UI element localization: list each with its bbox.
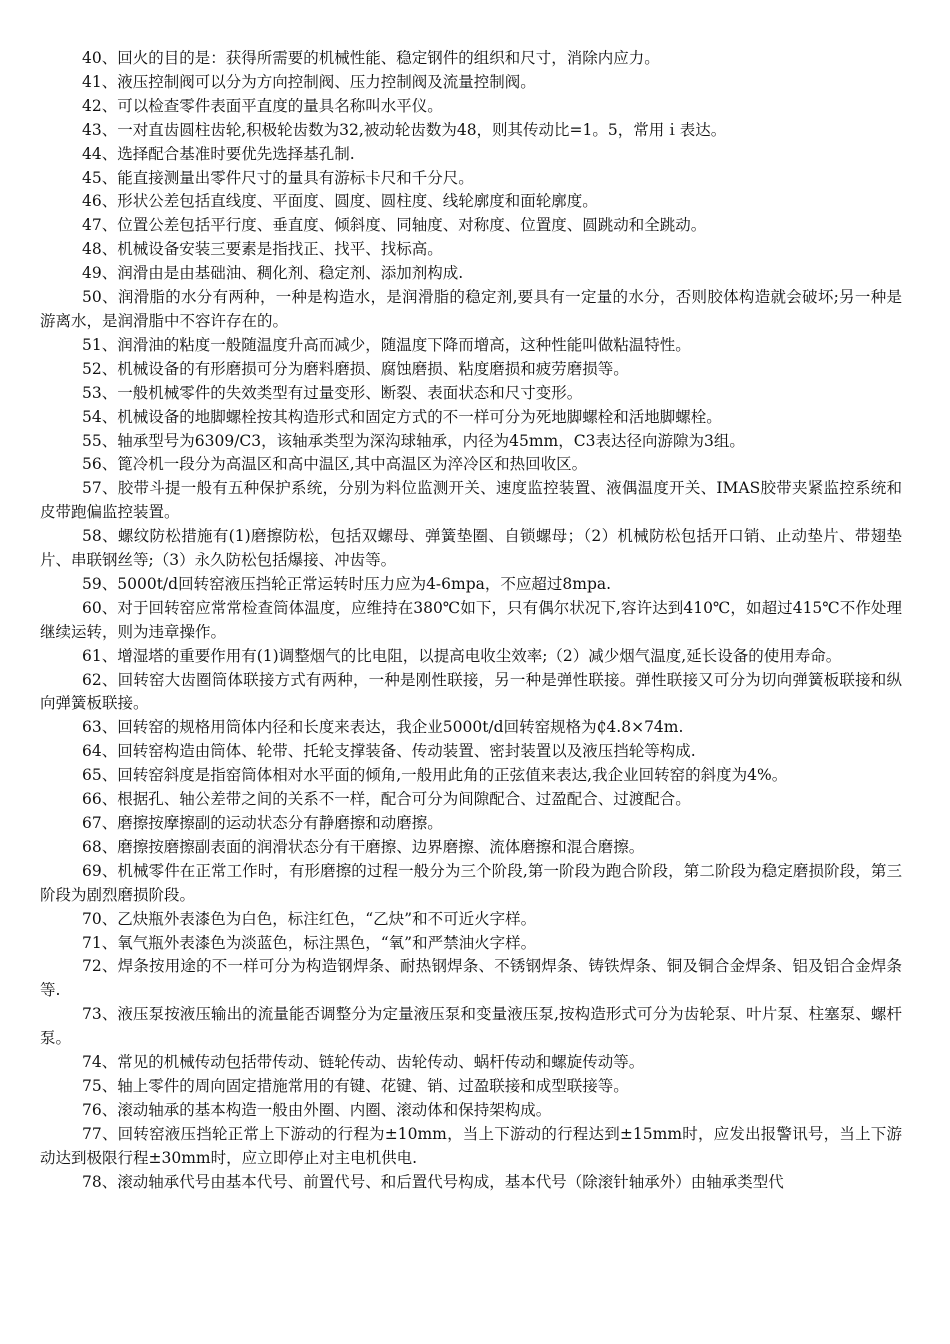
item-text: 一般机械零件的失效类型有过量变形、断裂、表面状态和尺寸变形。: [117, 383, 583, 402]
item-text: 对于回转窑应常常检查筒体温度，应维持在380℃如下，只有偶尔状况下,容许达到410℃，如超过415℃不作处理继续运转，则为违章操作。: [40, 598, 902, 641]
item-text: 一对直齿圆柱齿轮,积极轮齿数为32,被动轮齿数为48，则其传动比=1。5，常用ｉ表达。: [117, 120, 727, 139]
list-item: 60、对于回转窑应常常检查筒体温度，应维持在380℃如下，只有偶尔状况下,容许达到410℃，如超过415℃不作处理继续运转，则为违章操作。: [40, 598, 902, 641]
item-number: 50: [82, 288, 102, 307]
list-item: 64、回转窑构造由筒体、轮带、托轮支撑装备、传动装置、密封装置以及液压挡轮等构成.: [82, 742, 696, 761]
list-item: 61、增湿塔的重要作用有(1)调整烟气的比电阻，以提高电收尘效率;（2）减少烟气温度,延长设备的使用寿命。: [82, 646, 842, 665]
item-number: 77: [82, 1124, 102, 1143]
item-text: 回转窑的规格用筒体内径和长度来表达，我企业5000t/d回转窑规格为₵4.8×74m.: [117, 718, 684, 737]
list-item: 72、焊条按用途的不一样可分为构造钢焊条、耐热钢焊条、不锈钢焊条、铸铁焊条、铜及铜合金焊条、铝及铝合金焊条等.: [40, 957, 902, 1000]
list-item: 46、形状公差包括直线度、平面度、圆度、圆柱度、线轮廓度和面轮廓度。: [82, 192, 598, 211]
item-text: 液压控制阀可以分为方向控制阀、压力控制阀及流量控制阀。: [117, 72, 536, 91]
list-item: 52、机械设备的有形磨损可分为磨料磨损、腐蚀磨损、粘度磨损和疲劳磨损等。: [82, 359, 629, 378]
item-number: 61: [82, 646, 102, 665]
document-page: [40, 47, 902, 1195]
item-number: 53: [82, 383, 102, 402]
list-item: 56、篦冷机一段分为高温区和高中温区,其中高温区为淬冷区和热回收区。: [82, 455, 588, 474]
item-text: 机械设备的地脚螺栓按其构造形式和固定方式的不一样可分为死地脚螺栓和活地脚螺栓。: [117, 407, 722, 426]
item-text: 机械设备安装三要素是指找正、找平、找标高。: [117, 240, 443, 259]
list-item: 44、选择配合基准时要优先选择基孔制.: [82, 144, 355, 163]
list-item: 55、轴承型号为6309/C3，该轴承类型为深沟球轴承，内径为45mm，C3表达径向游隙为3组。: [82, 431, 745, 450]
item-number: 64: [82, 742, 102, 761]
list-item: 50、润滑脂的水分有两种，一种是构造水，是润滑脂的稳定剂,要具有一定量的水分，否则胶体构造就会破坏;另一种是游离水，是润滑脂中不容许存在的。: [40, 288, 902, 330]
item-text: 螺纹防松措施有(1)磨擦防松，包括双螺母、弹簧垫圈、自锁螺母；（2）机械防松包括开口销、止动垫片、带翅垫片、串联钢丝等;（3）永久防松包括爆接、冲齿等。: [40, 527, 902, 570]
item-number: 56: [82, 455, 102, 474]
item-number: 58: [82, 527, 102, 546]
item-number: 62: [82, 670, 102, 689]
item-number: 47: [82, 216, 102, 235]
item-number: 75: [82, 1076, 102, 1095]
list-item: 53、一般机械零件的失效类型有过量变形、断裂、表面状态和尺寸变形。: [82, 383, 583, 402]
item-text: 磨擦按摩擦副的运动状态分有静磨擦和动磨擦。: [117, 814, 443, 832]
item-text: 形状公差包括直线度、平面度、圆度、圆柱度、线轮廓度和面轮廓度。: [117, 192, 598, 211]
list-item: 42、可以检查零件表面平直度的量具名称叫水平仪。: [82, 96, 443, 115]
item-number: 60: [82, 598, 102, 617]
item-text: 根据孔、轴公差带之间的关系不一样，配合可分为间隙配合、过盈配合、过渡配合。: [117, 790, 691, 809]
item-number: 78: [82, 1172, 102, 1191]
list-item: 74、常见的机械传动包括带传动、链轮传动、齿轮传动、蜗杆传动和螺旋传动等。: [82, 1053, 645, 1072]
item-text: 轴承型号为6309/C3，该轴承类型为深沟球轴承，内径为45mm，C3表达径向游隙为3组。: [117, 431, 745, 450]
item-number: 42: [82, 96, 102, 115]
item-number: 57: [82, 479, 102, 498]
item-text: 机械设备的有形磨损可分为磨料磨损、腐蚀磨损、粘度磨损和疲劳磨损等。: [117, 359, 629, 378]
item-text: 回转窑大齿圈筒体联接方式有两种，一种是刚性联接，另一种是弹性联接。弹性联接又可分为切向弹簧板联接和纵向弹簧板联接。: [40, 670, 902, 713]
item-number: 72: [82, 957, 102, 976]
item-text: 滚动轴承代号由基本代号、前置代号、和后置代号构成，基本代号（除滚针轴承外）由轴承类型代: [117, 1172, 784, 1191]
item-number: 44: [82, 144, 102, 163]
list-item: 41、液压控制阀可以分为方向控制阀、压力控制阀及流量控制阀。: [82, 72, 536, 91]
item-number: 74: [82, 1053, 102, 1072]
item-number: 68: [82, 837, 102, 856]
list-item: 67、磨擦按摩擦副的运动状态分有静磨擦和动磨擦。: [82, 814, 443, 832]
list-item: 73、液压泵按液压输出的流量能否调整分为定量液压泵和变量液压泵,按构造形式可分为齿轮泵、叶片泵、柱塞泵、螺杆泵。: [40, 1005, 902, 1048]
item-number: 59: [82, 574, 102, 593]
item-text: 轴上零件的周向固定措施常用的有键、花键、销、过盈联接和成型联接等。: [117, 1076, 629, 1095]
item-number: 49: [82, 264, 102, 283]
item-number: 46: [82, 192, 102, 211]
item-number: 41: [82, 72, 102, 91]
item-text: 润滑油的粘度一般随温度升高而减少，随温度下降而增高，这种性能叫做粘温特性。: [117, 335, 691, 354]
item-text: 氧气瓶外表漆色为淡蓝色，标注黑色，“氧”和严禁油火字样。: [117, 933, 537, 952]
list-item: 58、螺纹防松措施有(1)磨擦防松，包括双螺母、弹簧垫圈、自锁螺母；（2）机械防松包括开口销、止动垫片、带翅垫片、串联钢丝等;（3）永久防松包括爆接、冲齿等。: [40, 527, 902, 570]
item-number: 67: [82, 814, 102, 832]
list-item: 71、氧气瓶外表漆色为淡蓝色，标注黑色，“氧”和严禁油火字样。: [82, 933, 537, 952]
item-text: 回转窑斜度是指窑筒体相对水平面的倾角,一般用此角的正弦值来表达,我企业回转窑的斜度为4%。: [117, 766, 788, 785]
item-text: 磨擦按磨擦副表面的润滑状态分有干磨擦、边界磨擦、流体磨擦和混合磨擦。: [117, 837, 645, 856]
item-text: 篦冷机一段分为高温区和高中温区,其中高温区为淬冷区和热回收区。: [117, 455, 588, 474]
item-number: 69: [82, 861, 102, 880]
item-text: 增湿塔的重要作用有(1)调整烟气的比电阻，以提高电收尘效率;（2）减少烟气温度,延长设备的使用寿命。: [117, 646, 842, 665]
item-text: 回火的目的是：获得所需要的机械性能、稳定钢件的组织和尺寸，消除内应力。: [117, 49, 660, 67]
item-text: 润滑脂的水分有两种，一种是构造水，是润滑脂的稳定剂,要具有一定量的水分，否则胶体构造就会破坏;另一种是游离水，是润滑脂中不容许存在的。: [40, 288, 902, 330]
item-number: 65: [82, 766, 102, 785]
item-number: 43: [82, 120, 102, 139]
list-item: 51、润滑油的粘度一般随温度升高而减少，随温度下降而增高，这种性能叫做粘温特性。: [82, 335, 691, 354]
list-item: 47、位置公差包括平行度、垂直度、倾斜度、同轴度、对称度、位置度、圆跳动和全跳动。: [82, 216, 707, 235]
item-number: 76: [82, 1100, 102, 1119]
list-item: 77、回转窑液压挡轮正常上下游动的行程为±10mm，当上下游动的行程达到±15mm时，应发出报警讯号，当上下游动达到极限行程±30mm时，应立即停止对主电机供电.: [40, 1124, 902, 1167]
list-item: 59、5000t/d回转窑液压挡轮正常运转时压力应为4-6mpa，不应超过8mpa.: [82, 574, 612, 593]
item-number: 70: [82, 909, 102, 928]
list-item: 69、机械零件在正常工作时，有形磨擦的过程一般分为三个阶段,第一阶段为跑合阶段，第二阶段为稳定磨损阶段，第三阶段为剧烈磨损阶段。: [40, 861, 902, 904]
list-item: 48、机械设备安装三要素是指找正、找平、找标高。: [82, 240, 443, 259]
list-item: 75、轴上零件的周向固定措施常用的有键、花键、销、过盈联接和成型联接等。: [82, 1076, 629, 1095]
item-text: 乙炔瓶外表漆色为白色，标注红色，“乙炔”和不可近火字样。: [117, 909, 537, 928]
list-item: 62、回转窑大齿圈筒体联接方式有两种，一种是刚性联接，另一种是弹性联接。弹性联接又可分为切向弹簧板联接和纵向弹簧板联接。: [40, 670, 902, 713]
item-text: 回转窑构造由筒体、轮带、托轮支撑装备、传动装置、密封装置以及液压挡轮等构成.: [117, 742, 696, 761]
list-item: 43、一对直齿圆柱齿轮,积极轮齿数为32,被动轮齿数为48，则其传动比=1。5，常用ｉ表达。: [82, 120, 727, 139]
item-number: 40: [82, 49, 102, 67]
list-item: 65、回转窑斜度是指窑筒体相对水平面的倾角,一般用此角的正弦值来表达,我企业回转窑的斜度为4%。: [82, 766, 788, 785]
item-text: 液压泵按液压输出的流量能否调整分为定量液压泵和变量液压泵,按构造形式可分为齿轮泵、叶片泵、柱塞泵、螺杆泵。: [40, 1005, 902, 1048]
list-item: 49、润滑由是由基础油、稠化剂、稳定剂、添加剂构成.: [82, 264, 464, 283]
item-number: 45: [82, 168, 102, 187]
item-number: 71: [82, 933, 102, 952]
list-item: 45、能直接测量出零件尺寸的量具有游标卡尺和千分尺。: [82, 168, 474, 187]
list-item: 68、磨擦按磨擦副表面的润滑状态分有干磨擦、边界磨擦、流体磨擦和混合磨擦。: [82, 837, 645, 856]
item-text: 滚动轴承的基本构造一般由外圈、内圈、滚动体和保持架构成。: [117, 1100, 552, 1119]
list-item: 54、机械设备的地脚螺栓按其构造形式和固定方式的不一样可分为死地脚螺栓和活地脚螺栓。: [82, 407, 722, 426]
item-text: 润滑由是由基础油、稠化剂、稳定剂、添加剂构成.: [117, 264, 464, 283]
item-number: 52: [82, 359, 102, 378]
item-number: 73: [82, 1005, 102, 1024]
list-item: 70、乙炔瓶外表漆色为白色，标注红色，“乙炔”和不可近火字样。: [82, 909, 537, 928]
item-number: 63: [82, 718, 102, 737]
list-item: 66、根据孔、轴公差带之间的关系不一样，配合可分为间隙配合、过盈配合、过渡配合。: [82, 790, 691, 809]
item-number: 51: [82, 335, 102, 354]
item-number: 48: [82, 240, 102, 259]
item-text: 机械零件在正常工作时，有形磨擦的过程一般分为三个阶段,第一阶段为跑合阶段，第二阶段为稳定磨损阶段，第三阶段为剧烈磨损阶段。: [40, 861, 902, 904]
item-text: 能直接测量出零件尺寸的量具有游标卡尺和千分尺。: [117, 168, 474, 187]
item-text: 焊条按用途的不一样可分为构造钢焊条、耐热钢焊条、不锈钢焊条、铸铁焊条、铜及铜合金焊条、铝及铝合金焊条等.: [40, 957, 902, 1000]
item-text: 位置公差包括平行度、垂直度、倾斜度、同轴度、对称度、位置度、圆跳动和全跳动。: [117, 216, 707, 235]
item-number: 66: [82, 790, 102, 809]
item-text: 胶带斗提一般有五种保护系统，分别为料位监测开关、速度监控装置、液偶温度开关、IMAS胶带夹紧监控系统和皮带跑偏监控装置。: [40, 479, 902, 522]
item-text: 选择配合基准时要优先选择基孔制.: [117, 144, 355, 163]
list-item: 40、回火的目的是：获得所需要的机械性能、稳定钢件的组织和尺寸，消除内应力。: [82, 49, 660, 67]
list-item: 57、胶带斗提一般有五种保护系统，分别为料位监测开关、速度监控装置、液偶温度开关、IMAS胶带夹紧监控系统和皮带跑偏监控装置。: [40, 479, 902, 522]
item-text: 5000t/d回转窑液压挡轮正常运转时压力应为4-6mpa，不应超过8mpa.: [117, 574, 612, 593]
item-text: 回转窑液压挡轮正常上下游动的行程为±10mm，当上下游动的行程达到±15mm时，应发出报警讯号，当上下游动达到极限行程±30mm时，应立即停止对主电机供电.: [40, 1124, 902, 1167]
item-text: 常见的机械传动包括带传动、链轮传动、齿轮传动、蜗杆传动和螺旋传动等。: [117, 1053, 645, 1072]
item-text: 可以检查零件表面平直度的量具名称叫水平仪。: [117, 96, 443, 115]
list-item: 63、回转窑的规格用筒体内径和长度来表达，我企业5000t/d回转窑规格为₵4.8×74m.: [82, 718, 684, 737]
list-item: 78、滚动轴承代号由基本代号、前置代号、和后置代号构成，基本代号（除滚针轴承外）由轴承类型代: [82, 1172, 784, 1191]
item-number: 55: [82, 431, 102, 450]
list-item: 76、滚动轴承的基本构造一般由外圈、内圈、滚动体和保持架构成。: [82, 1100, 552, 1119]
item-number: 54: [82, 407, 102, 426]
